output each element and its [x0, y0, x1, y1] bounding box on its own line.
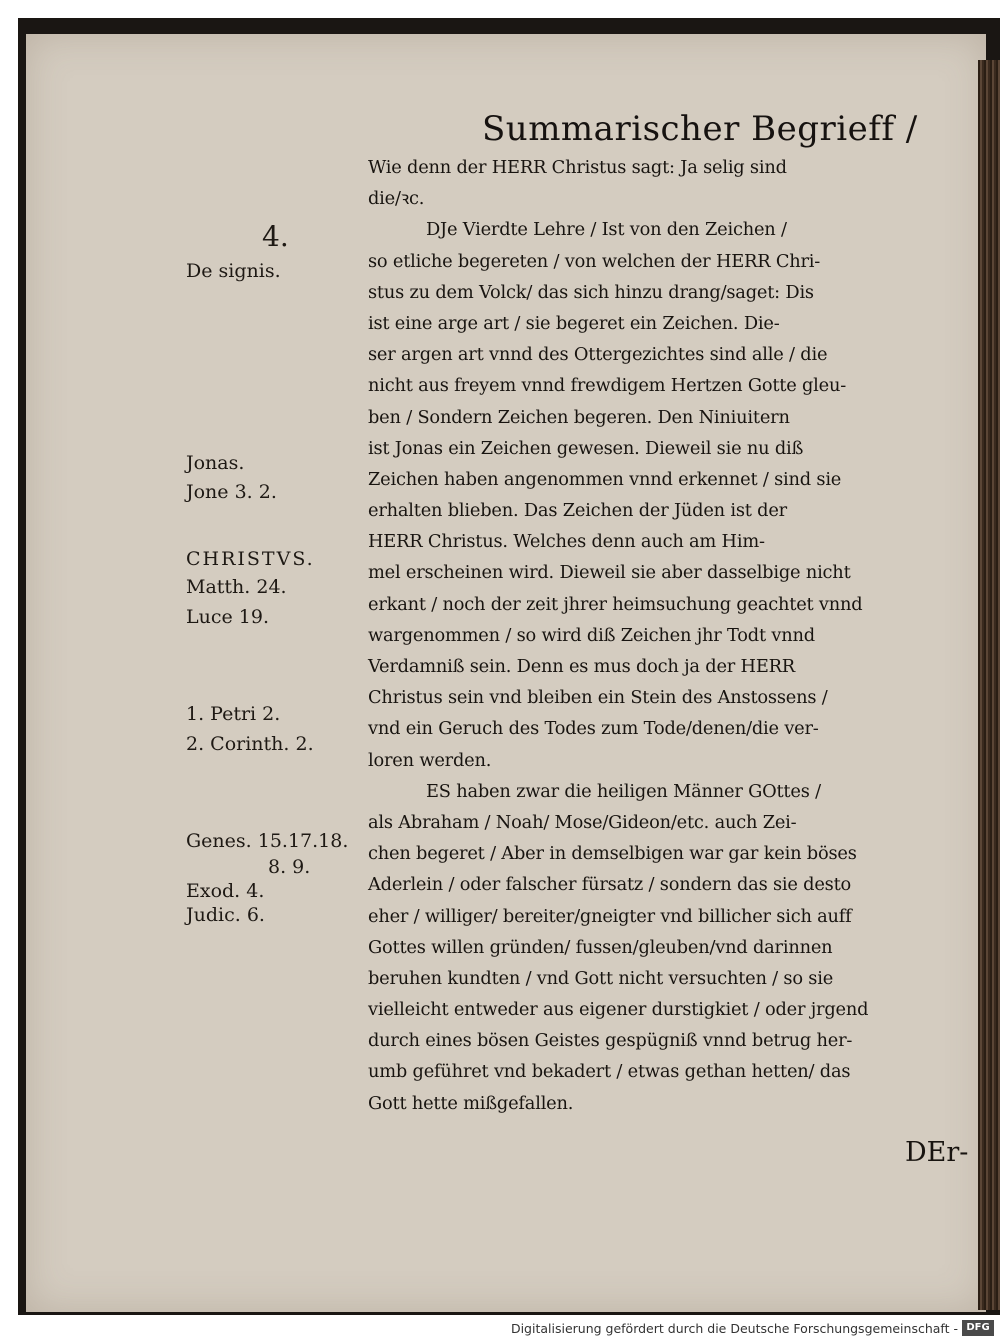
text-line: nicht aus freyem vnnd frewdigem Hertzen Gotte gleu- — [368, 375, 847, 397]
margin-note-genes: Genes. 15.17.18. — [186, 830, 349, 852]
text-line: Zeichen haben angenommen vnnd erkennet / sind sie — [368, 468, 842, 490]
text-line: durch eines bösen Geistes gespügniß vnnd betrug her- — [368, 1030, 853, 1052]
text-line: DJe Vierdte Lehre / Ist von den Zeichen / — [426, 219, 787, 241]
text-line: wargenommen / so wird diß Zeichen jhr Todt vnnd — [368, 624, 815, 646]
text-line: mel erscheinen wird. Dieweil sie aber dasselbige nicht — [368, 562, 851, 584]
margin-note-petri: 1. Petri 2. — [186, 703, 281, 725]
margin-note-judic: Judic. 6. — [186, 904, 265, 926]
text-line: vielleicht entweder aus eigener durstigkiet / oder jrgend — [368, 999, 869, 1021]
margin-note-genes-cont: 8. 9. — [268, 856, 311, 878]
margin-note-luce: Luce 19. — [186, 606, 269, 628]
catchword: DEr- — [905, 1137, 969, 1168]
text-line: Gott hette mißgefallen. — [368, 1092, 574, 1114]
text-line: so etliche begereten / von welchen der HERR Chri- — [368, 250, 821, 272]
text-line: Aderlein / oder falscher fürsatz / sondern das sie desto — [368, 874, 852, 896]
margin-note-christus: CHRISTVS. — [186, 548, 315, 570]
text-line: Christus sein vnd bleiben ein Stein des Anstossens / — [368, 687, 828, 709]
margin-note-jone: Jone 3. 2. — [186, 481, 277, 503]
text-line: Wie denn der HERR Christus sagt: Ja selig sind — [368, 157, 787, 178]
dfg-logo-icon: DFG — [962, 1320, 994, 1336]
margin-note-corinth: 2. Corinth. 2. — [186, 733, 314, 755]
text-line: eher / williger/ bereiter/gneigter vnd billicher sich auff — [368, 905, 852, 927]
margin-section-number: 4. — [262, 220, 289, 253]
text-line: erkant / noch der zeit jhrer heimsuchung geachtet vnnd — [368, 593, 863, 615]
text-line: ser argen art vnnd des Ottergezichtes sind alle / die — [368, 344, 828, 366]
margin-note-matth: Matth. 24. — [186, 576, 287, 598]
text-line: chen begeret / Aber in demselbigen war gar kein böses — [368, 843, 857, 865]
text-line: Verdamniß sein. Denn es mus doch ja der HERR — [368, 656, 795, 677]
text-line: ben / Sondern Zeichen begeren. Den Niniuitern — [368, 406, 790, 428]
text-line: die/ꝛc. — [368, 188, 425, 210]
text-line: beruhen kundten / vnd Gott nicht versuchten / so sie — [368, 967, 834, 989]
text-line: ist eine arge art / sie begeret ein Zeichen. Die- — [368, 312, 780, 334]
page-fore-edge — [978, 60, 1000, 1310]
margin-note-de-signis: De signis. — [186, 260, 281, 282]
footer-credit: Digitalisierung gefördert durch die Deutsche Forschungsgemeinschaft - — [510, 1321, 958, 1336]
running-head: Summarischer Begrieff / — [482, 109, 918, 149]
text-line: vnd ein Geruch des Todes zum Tode/denen/die ver- — [368, 718, 819, 740]
body-text — [368, 152, 980, 1119]
text-line: ES haben zwar die heiligen Männer GOttes / — [426, 780, 821, 802]
text-line: umb geführet vnd bekadert / etwas gethan hetten/ das — [368, 1061, 851, 1083]
margin-note-exod: Exod. 4. — [186, 880, 265, 902]
text-line: ist Jonas ein Zeichen gewesen. Dieweil sie nu diß — [368, 437, 804, 459]
text-line: Gottes willen gründen/ fussen/gleuben/vnd darinnen — [368, 936, 833, 958]
text-line: stus zu dem Volck/ das sich hinzu drang/saget: Dis — [368, 281, 814, 303]
text-line: erhalten blieben. Das Zeichen der Jüden ist der — [368, 500, 787, 522]
text-line: loren werden. — [368, 749, 492, 771]
margin-note-jonas: Jonas. — [186, 452, 245, 474]
footer-bar — [0, 1315, 1000, 1343]
text-line: HERR Christus. Welches denn auch am Him- — [368, 531, 765, 553]
text-line: als Abraham / Noah/ Mose/Gideon/etc. auch Zei- — [368, 811, 797, 833]
